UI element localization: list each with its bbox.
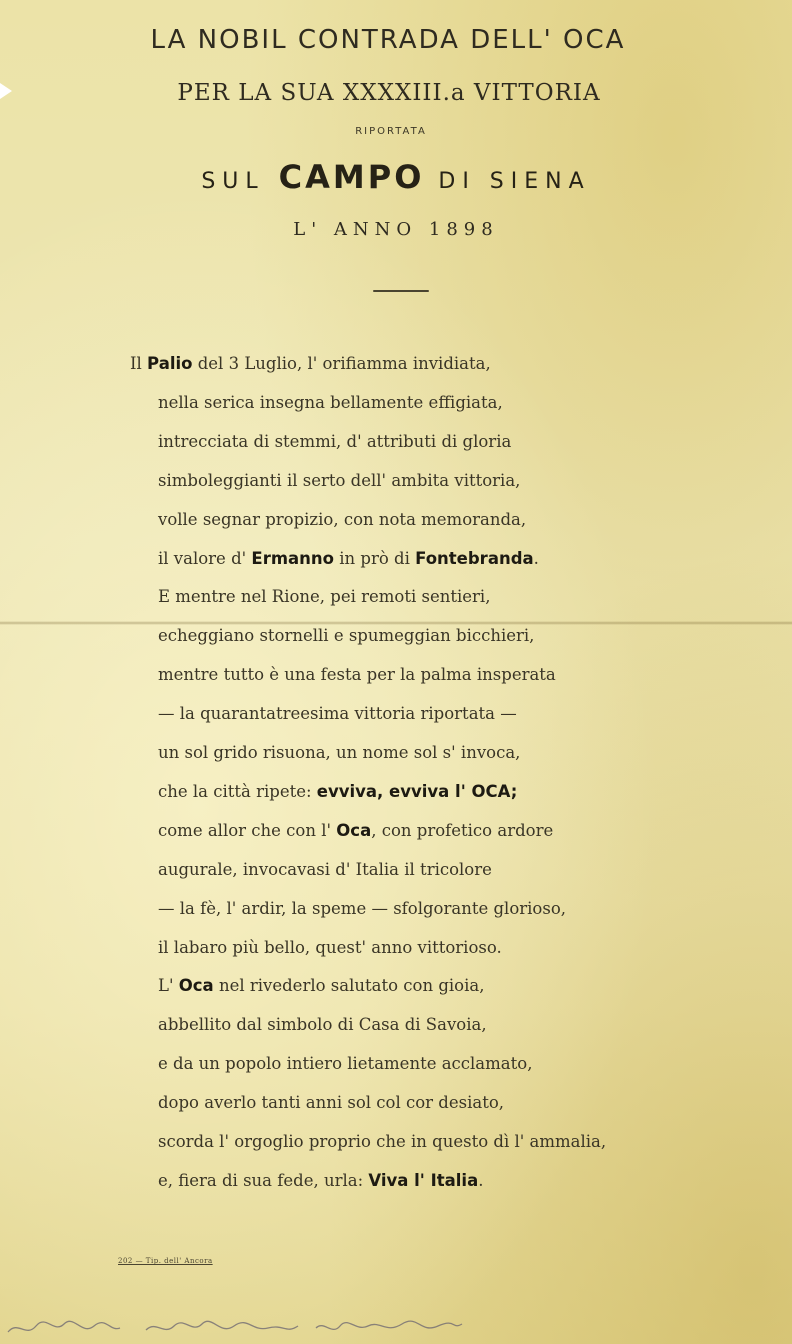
- verse-text: e da un popolo intiero lietamente acclamato,: [158, 1054, 533, 1074]
- emphasized-word: Ermanno: [251, 548, 334, 568]
- poem-verse: [158, 858, 492, 882]
- poem-verse: [158, 585, 490, 609]
- poem-verse: [158, 624, 534, 648]
- verse-text: nel rivederlo salutato con gioia,: [213, 976, 485, 996]
- verse-text: un sol grido risuona, un nome sol s' invoca,: [158, 743, 521, 762]
- title-prefix: SUL: [201, 169, 279, 194]
- title-main-word: CAMPO: [278, 158, 425, 196]
- poem-verse: [158, 897, 566, 921]
- verse-text: E mentre nel Rione, pei remoti sentieri,: [158, 587, 491, 607]
- verse-text: augurale, invocavasi d' Italia il tricolore: [158, 859, 492, 879]
- emphasized-word: Oca: [336, 820, 372, 840]
- poem-verse: [158, 741, 520, 765]
- verse-text: .: [478, 1170, 484, 1190]
- verse-text: echeggiano stornelli e spumeggian bicchieri,: [158, 626, 535, 646]
- verse-text: scorda l' orgoglio proprio che in questo dì l' ammalia,: [158, 1132, 607, 1151]
- poem-verse: [158, 1130, 606, 1154]
- poem-verse: [158, 508, 526, 532]
- poem-verse: [158, 663, 556, 687]
- poem-verse: [158, 819, 553, 843]
- poem-verse: [158, 430, 511, 454]
- emphasized-word: Viva l' Italia: [368, 1170, 479, 1190]
- verse-text: mentre tutto è una festa per la palma insperata: [158, 665, 556, 685]
- verse-text: il valore d': [158, 548, 252, 568]
- document-header: [0, 22, 792, 240]
- verse-text: simboleggianti il serto dell' ambita vittoria,: [158, 470, 521, 490]
- verse-text: — la fè, l' ardir, la speme — sfolgorante glorioso,: [158, 898, 566, 918]
- poem-verse: [158, 469, 520, 493]
- verse-text: dopo averlo tanti anni sol col cor desiato,: [158, 1093, 505, 1113]
- handwritten-annotation: [6, 1312, 466, 1342]
- poem-verse: [158, 1091, 504, 1115]
- divider-ornament: [373, 290, 429, 292]
- verse-text: in prò di: [334, 548, 416, 568]
- verse-text: intrecciata di stemmi, d' attributi di gloria: [158, 431, 512, 451]
- poem-verse: [158, 547, 539, 571]
- verse-text: — la quarantatreesima vittoria riportata —: [158, 704, 517, 724]
- verse-text: nella serica insegna bellamente effigiata,: [158, 392, 503, 412]
- verse-text: volle segnar propizio, con nota memoranda,: [158, 509, 527, 529]
- verse-text: il labaro più bello, quest' anno vittorioso.: [158, 937, 502, 957]
- poem-verse: [158, 780, 517, 804]
- poem-verse: [158, 1013, 487, 1037]
- header-year: L' ANNO 1898: [293, 219, 499, 240]
- poem-verse: [158, 1052, 532, 1076]
- header-riportata: RIPORTATA: [355, 126, 427, 137]
- emphasized-word: Palio: [147, 354, 193, 373]
- verse-text: .: [533, 548, 539, 568]
- verse-text: L': [158, 976, 179, 996]
- header-line-2: PER LA SUA XXXXIII.a VITTORIA: [177, 80, 601, 106]
- verse-text: abbellito dal simbolo di Casa di Savoia,: [158, 1015, 487, 1035]
- emphasized-word: Fontebranda: [415, 548, 534, 568]
- poem-verse: [158, 936, 502, 960]
- emphasized-word: Oca: [178, 976, 214, 996]
- printer-note: 202 — Tip. dell' Ancora: [118, 1257, 213, 1265]
- poem-verse: [158, 702, 517, 726]
- header-title: [0, 159, 792, 201]
- poem-verse: [130, 352, 491, 376]
- verse-text: come allor che con l': [158, 820, 337, 840]
- title-suffix: DI SIENA: [424, 169, 591, 194]
- poem-verse: [158, 391, 503, 415]
- poem-verse: [158, 1169, 483, 1193]
- emphasized-word: evviva, evviva l' OCA;: [316, 781, 518, 801]
- verse-text: e, fiera di sua fede, urla:: [158, 1170, 369, 1190]
- poem-verse: [158, 974, 484, 998]
- verse-text: che la città ripete:: [158, 781, 317, 801]
- verse-text: , con profetico ardore: [371, 820, 554, 840]
- verse-text: del 3 Luglio, l' orifiamma invidiata,: [192, 354, 491, 373]
- header-line-1: LA NOBIL CONTRADA DELL' OCA: [150, 25, 626, 55]
- verse-text: Il: [130, 354, 148, 373]
